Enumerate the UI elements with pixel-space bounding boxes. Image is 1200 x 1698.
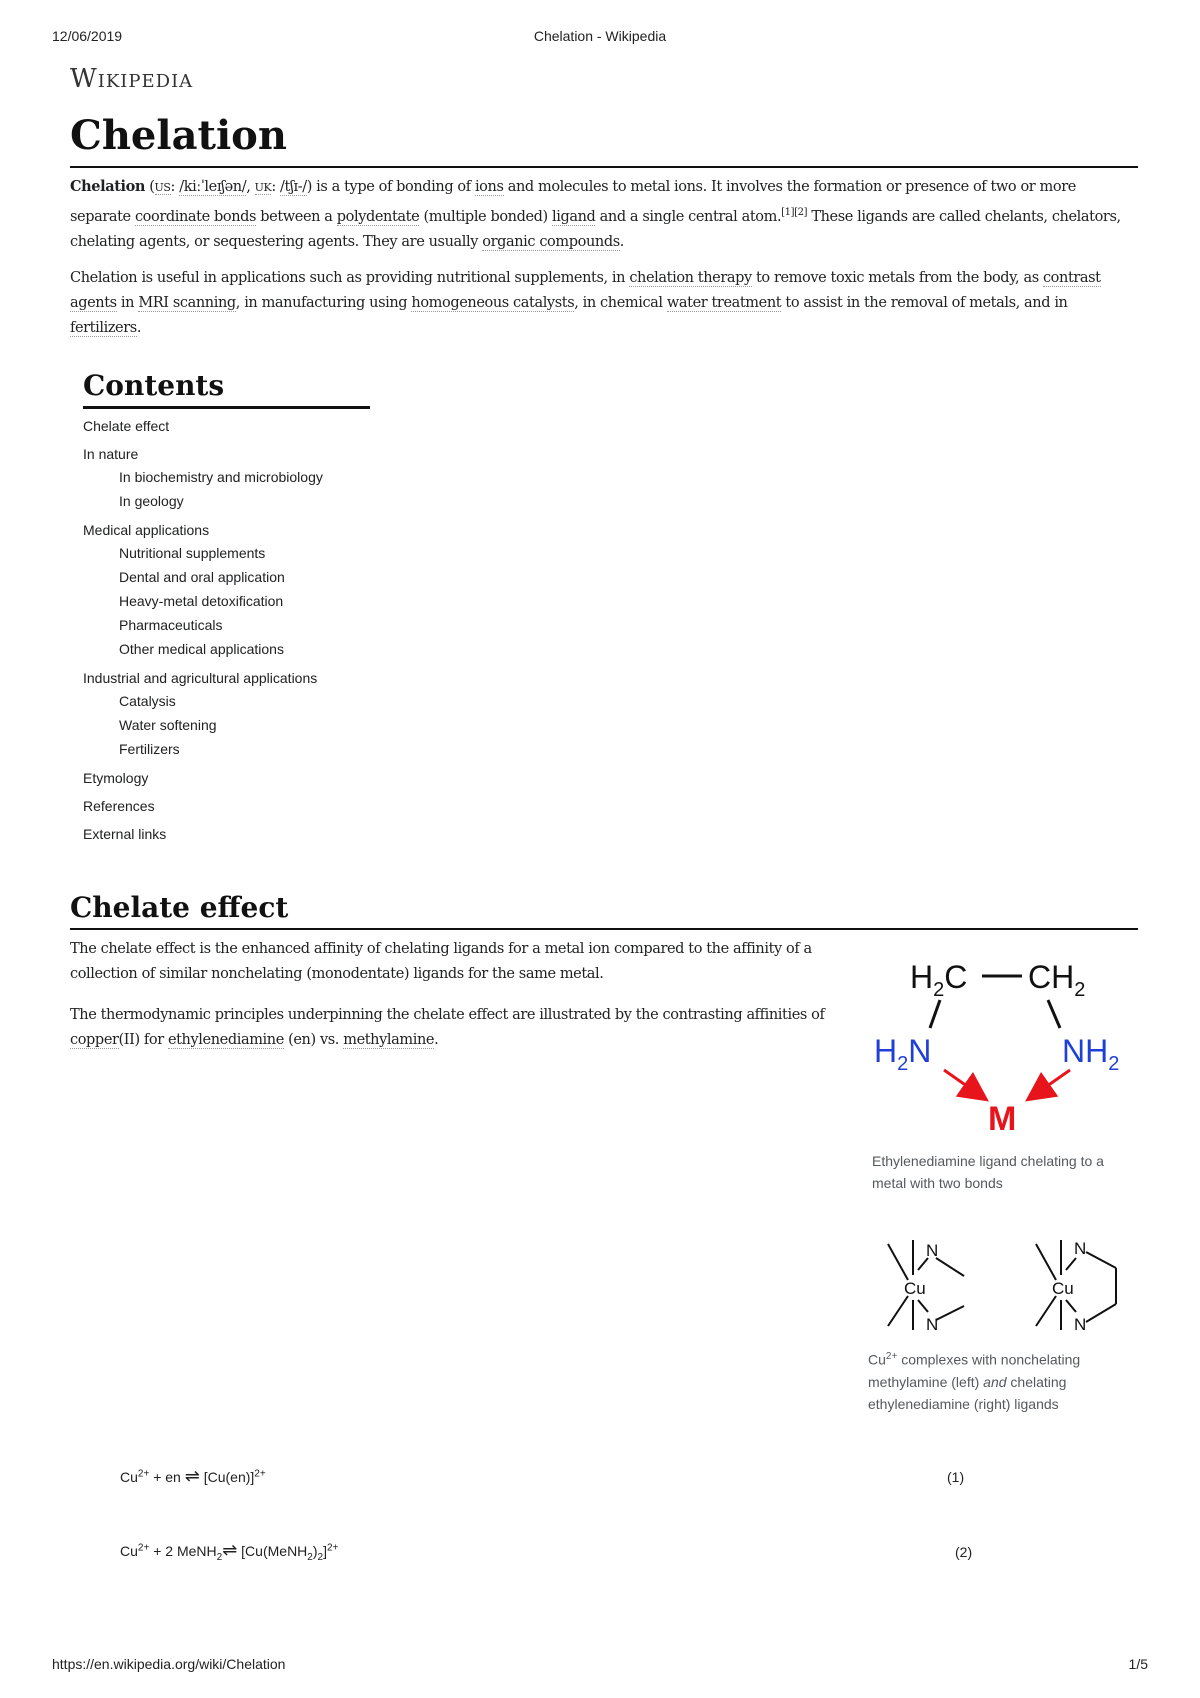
contrast-agents-link[interactable]: contrast agents: [70, 270, 1101, 311]
equation-1: [120, 1466, 266, 1487]
eq-text: + 2 MeNH: [149, 1543, 217, 1559]
wikipedia-logo[interactable]: Wikipedia: [70, 64, 194, 94]
toc-item[interactable]: Etymology: [83, 770, 149, 786]
text-span: , in manufacturing using: [235, 295, 412, 311]
eq-charge: 2+: [326, 1542, 339, 1554]
chelate-effect-paragraph-1: The chelate effect is the enhanced affinity of chelating ligands for a metal ion compared to the affinity of a collection of similar nonchelating (monodentate) ligands for the same metal.: [70, 941, 812, 982]
text-span: .: [619, 233, 624, 250]
citation-1[interactable]: [1]: [781, 207, 795, 218]
equilibrium-arrow: ⇌: [184, 1466, 200, 1486]
text-span: (multiple bonded): [419, 208, 553, 225]
toc-item[interactable]: In nature: [83, 446, 139, 462]
right-coordinate-arrow: [1030, 1070, 1070, 1098]
toc-item[interactable]: External links: [83, 826, 167, 842]
toc-item[interactable]: References: [83, 798, 155, 814]
print-footer: [0, 1656, 1200, 1676]
toc-list: [83, 415, 373, 845]
eq-text: + en: [149, 1469, 185, 1485]
uk-pronunciation-link[interactable]: UK: [254, 181, 272, 194]
toc-item[interactable]: Chelate effect: [83, 418, 170, 434]
print-title: Chelation - Wikipedia: [533, 28, 667, 44]
table-of-contents: [83, 368, 373, 845]
text-span: Chelation is useful in applications such as providing nutritional supplements, in: [70, 270, 630, 286]
nh2-label: $NH_2$: [1062, 1033, 1120, 1075]
ligand-link[interactable]: ligand: [552, 208, 596, 225]
ethylenediamine-chelate-diagram[interactable]: [872, 950, 1142, 1140]
text-span: to remove toxic metals from the body, as: [751, 270, 1043, 286]
print-page-number: 1/5: [1128, 1656, 1148, 1672]
figure-1-caption: Ethylenediamine ligand chelating to a metal with two bonds: [872, 1153, 1104, 1191]
h2c-label: $H_2C$: [910, 959, 968, 1001]
cu-label-left: Cu: [904, 1279, 926, 1298]
coordinate-bonds-link[interactable]: coordinate bonds: [134, 208, 257, 225]
n-label-right-bottom: N: [1074, 1315, 1087, 1334]
print-url: https://en.wikipedia.org/wiki/Chelation: [52, 1656, 286, 1672]
ch2-label: $CH_2$: [1028, 959, 1086, 1001]
n-label-left-bottom: N: [926, 1315, 939, 1334]
uk-ipa-link[interactable]: /tʃɪ-/: [280, 179, 307, 195]
toc-subitem[interactable]: Dental and oral application: [119, 569, 285, 585]
eq-text: [Cu(MeNH: [237, 1543, 308, 1559]
ions-link[interactable]: ions: [474, 179, 504, 195]
print-date: 12/06/2019: [52, 28, 123, 44]
polydentate-link[interactable]: polydentate: [336, 208, 420, 225]
right-c-n-bond: [1048, 1000, 1060, 1028]
figure-copper-complexes: [868, 1230, 1138, 1415]
us-pronunciation-link[interactable]: US: [154, 181, 171, 194]
print-header: [0, 28, 1200, 48]
eq-charge: 2+: [137, 1468, 150, 1480]
eq-text: ]: [323, 1543, 327, 1559]
h2n-label: $H_2N$: [874, 1033, 932, 1075]
us-ipa-link[interactable]: /kiːˈleɪʃən/: [179, 179, 247, 195]
citation-2[interactable]: [2]: [794, 207, 808, 218]
toc-heading: Contents: [83, 368, 370, 409]
toc-item[interactable]: Industrial and agricultural applications: [83, 670, 318, 686]
homogeneous-catalysts-link[interactable]: homogeneous catalysts: [411, 295, 575, 311]
left-coordinate-arrow: [944, 1070, 984, 1098]
caption-cu: Cu: [868, 1351, 886, 1368]
metal-label: M: [988, 1100, 1017, 1138]
text-span: (: [145, 179, 155, 195]
text-span: :: [170, 179, 180, 195]
eq-text: Cu: [120, 1469, 138, 1485]
left-c-n-bond: [930, 1000, 940, 1028]
figure-2-caption: [868, 1346, 1138, 1415]
text-span: .: [434, 1032, 439, 1048]
text-span: in: [116, 295, 139, 311]
eq-text: Cu: [120, 1543, 138, 1559]
caption-text: complexes with nonchelating methylamine (left): [868, 1351, 1081, 1390]
water-treatment-link[interactable]: water treatment: [666, 295, 782, 311]
eq-charge: 2+: [254, 1468, 266, 1480]
equilibrium-arrow: ⇌: [222, 1540, 238, 1560]
text-span: between a: [256, 208, 337, 225]
text-span: to assist in the removal of metals, and in: [781, 295, 1068, 311]
eq-text: ): [312, 1543, 318, 1559]
copper-link[interactable]: copper: [70, 1032, 119, 1048]
eq-subscript: 2: [317, 1551, 324, 1563]
text-span: The thermodynamic principles underpinning the chelate effect are illustrated by the contrasting affinities of: [70, 1007, 825, 1023]
text-span: These ligands are called chelants, chelators, chelating agents, or sequestering agents. They are usually: [70, 208, 1121, 250]
text-span: and a single central atom.: [595, 208, 782, 225]
cu-label-right: Cu: [1052, 1279, 1074, 1298]
toc-subitem[interactable]: Heavy-metal detoxification: [119, 593, 284, 609]
copper-complexes-diagram[interactable]: [868, 1230, 1138, 1340]
lead-term: Chelation: [70, 178, 146, 195]
mri-scanning-link[interactable]: MRI scanning: [138, 295, 236, 311]
text-span: :: [271, 179, 281, 195]
toc-subitem[interactable]: In geology: [119, 493, 184, 509]
toc-subitem[interactable]: Nutritional supplements: [119, 545, 266, 561]
eq-subscript: 2: [216, 1551, 223, 1563]
equation-number-2: (2): [955, 1544, 973, 1560]
n-label-right-top: N: [1074, 1239, 1087, 1258]
equation-number-1: (1): [947, 1469, 965, 1485]
figure-ethylenediamine-chelate: [872, 950, 1142, 1194]
caption-text: chelating ethylenediamine (right) ligands: [868, 1373, 1067, 1412]
eq-subscript: 2: [307, 1551, 313, 1563]
text-span: ,: [246, 179, 255, 195]
page-title: Chelation: [70, 110, 1138, 168]
toc-subitem[interactable]: Fertilizers: [119, 741, 180, 757]
fertilizers-link[interactable]: fertilizers: [70, 320, 137, 336]
text-span: and molecules to metal ions. It involves the formation or presence of two or more separate: [70, 179, 1076, 225]
eq-charge: 2+: [137, 1542, 150, 1554]
intro-paragraph-1: [70, 174, 1138, 255]
chelation-therapy-link[interactable]: chelation therapy: [629, 270, 752, 286]
intro-paragraph-2: [70, 266, 1138, 341]
text-span: ) is a type of bonding of: [306, 179, 475, 195]
text-span: , in chemical: [574, 295, 667, 311]
toc-subitem[interactable]: Catalysis: [119, 693, 176, 709]
text-span: (II) for: [118, 1032, 168, 1048]
toc-subitem[interactable]: Other medical applications: [119, 641, 284, 657]
caption-and: and: [983, 1373, 1007, 1390]
n-label-left-top: N: [926, 1241, 939, 1260]
section-heading-chelate-effect: Chelate effect: [70, 890, 1138, 930]
methylamine-link[interactable]: methylamine: [343, 1032, 435, 1048]
toc-subitem[interactable]: In biochemistry and microbiology: [119, 469, 323, 485]
ethylenediamine-link[interactable]: ethylenediamine: [167, 1032, 284, 1048]
toc-subitem[interactable]: Pharmaceuticals: [119, 617, 223, 633]
caption-charge: 2+: [885, 1351, 898, 1362]
text-span: (en) vs.: [283, 1032, 344, 1048]
toc-subitem[interactable]: Water softening: [119, 717, 217, 733]
equation-2: [120, 1540, 338, 1563]
toc-item[interactable]: Medical applications: [83, 522, 210, 538]
organic-compounds-link[interactable]: organic compounds: [482, 233, 620, 250]
eq-text: [Cu(en)]: [199, 1469, 255, 1485]
text-span: .: [136, 320, 142, 336]
chelate-effect-paragraph-2: [70, 1003, 845, 1053]
